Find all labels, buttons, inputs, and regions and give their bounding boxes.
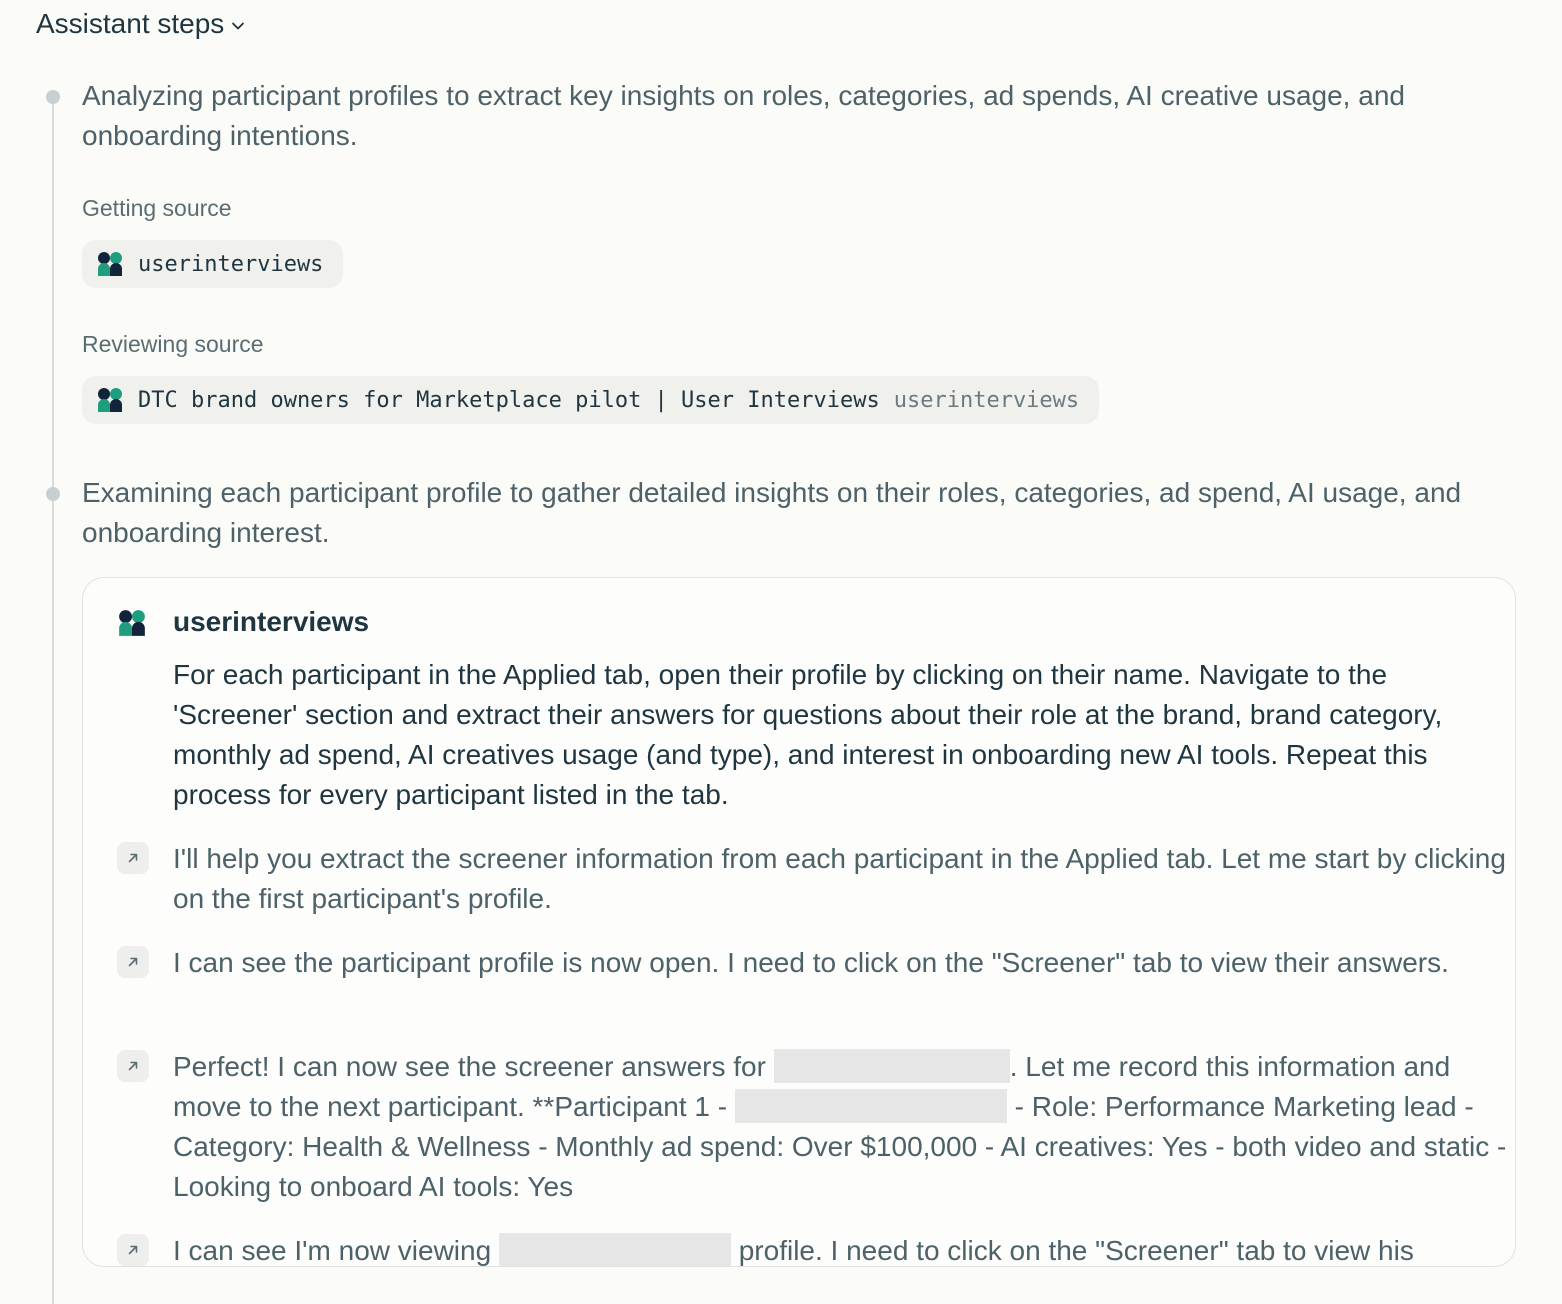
action-expand-button[interactable] xyxy=(117,1234,149,1266)
action-step-text: I can see the participant profile is now open. I need to click on the "Screener" tab to view their answers. xyxy=(173,947,1449,978)
source-chip-dtc-brand-owners[interactable] xyxy=(82,376,1099,424)
timeline-line xyxy=(52,96,54,1304)
arrow-up-right-icon xyxy=(125,1058,141,1074)
task-prompt: For each participant in the Applied tab, open their profile by clicking on their name. Navigate to the 'Screener' section and extract their answers for questions about their role at the brand, brand category, monthly ad spend, AI creatives usage (and type), and interest in onboarding new AI tools. Repeat this process for every participant listed in the tab. xyxy=(173,659,1443,810)
arrow-up-right-icon xyxy=(125,954,141,970)
action-text-segment: profile. I need to click on the "Screener" tab to view his xyxy=(738,1235,1414,1266)
action-expand-button[interactable] xyxy=(117,842,149,874)
step-dot xyxy=(46,487,60,501)
reviewing-source-label: Reviewing source xyxy=(82,331,264,357)
step-description: Analyzing participant profiles to extract key insights on roles, categories, ad spends, AI creative usage, and onboarding intentions. xyxy=(82,80,1405,151)
action-step-text xyxy=(173,1231,1513,1267)
redacted-participant-name xyxy=(499,1233,731,1267)
arrow-up-right-icon xyxy=(125,1242,141,1258)
source-chip-label: userinterviews xyxy=(138,251,324,277)
action-step-text xyxy=(173,1047,1513,1207)
step-description: Examining each participant profile to gather detailed insights on their roles, categories, ad spend, AI usage, and onboarding interest. xyxy=(82,477,1462,548)
action-expand-button[interactable] xyxy=(117,1050,149,1082)
action-step-text: I'll help you extract the screener information from each participant in the Applied tab. Let me start by clicking on the first participant's profile. xyxy=(173,843,1506,914)
action-text-segment: . Let me record this information and move to the next participant. **Participant 1 - xyxy=(173,1051,1451,1122)
action-expand-button[interactable] xyxy=(117,946,149,978)
userinterviews-logo-icon xyxy=(117,608,147,638)
source-chip-title: DTC brand owners for Marketplace pilot | User Interviews xyxy=(138,387,880,413)
card-title: userinterviews xyxy=(173,606,370,637)
action-text-segment: Perfect! I can now see the screener answers for xyxy=(173,1051,774,1082)
getting-source-label: Getting source xyxy=(82,195,232,221)
arrow-up-right-icon xyxy=(125,850,141,866)
action-text-segment: - Role: Performance Marketing lead - Category: Health & Wellness - Monthly ad spend: Over $100,000 - AI creatives: Yes - both video and static - Looking to onboard AI tools: Yes xyxy=(173,1091,1507,1202)
chevron-down-icon xyxy=(230,18,246,34)
action-text-segment: I can see I'm now viewing xyxy=(173,1235,499,1266)
assistant-steps-title: Assistant steps xyxy=(36,8,225,39)
source-chip-site: userinterviews xyxy=(893,387,1080,413)
agent-task-card xyxy=(82,577,1516,1267)
step-dot xyxy=(46,90,60,104)
redacted-participant-name xyxy=(735,1089,1007,1123)
userinterviews-logo-icon xyxy=(96,250,124,278)
userinterviews-logo-icon xyxy=(96,386,124,414)
assistant-steps-toggle[interactable] xyxy=(36,8,246,40)
redacted-participant-name xyxy=(774,1049,1010,1083)
source-chip-userinterviews[interactable] xyxy=(82,240,343,288)
